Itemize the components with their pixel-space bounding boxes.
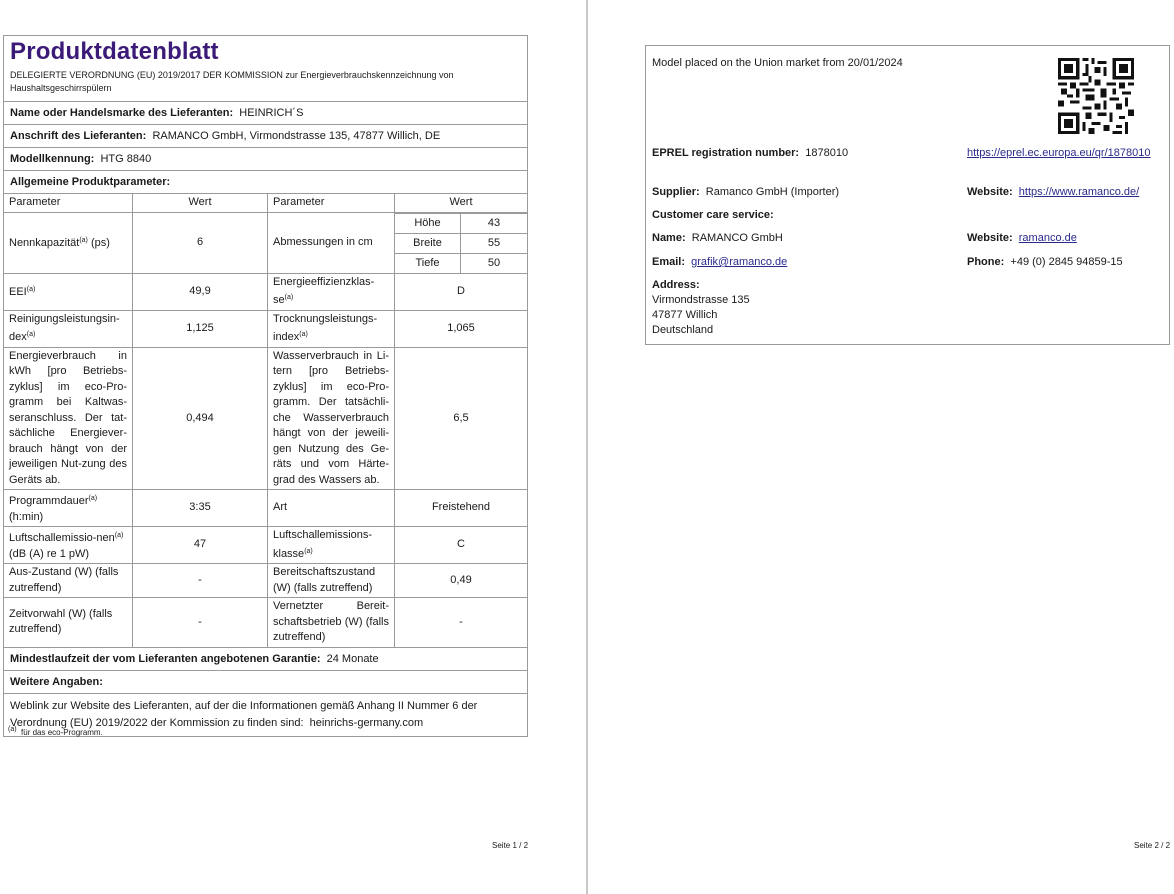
value-cell: - <box>133 564 268 598</box>
cc-website-link[interactable]: ramanco.de <box>1018 232 1077 244</box>
customer-care-label: Customer care service: <box>652 209 774 221</box>
cc-name-row <box>652 231 783 246</box>
model-row <box>4 148 527 171</box>
param-cell: Wasserverbrauch in Li-tern [pro Betriebs-zyklus] im eco-Pro-gramm. Der tatsächli-che Wasserverbrauch hängt von der jeweili-gen Nutzung des Ge-räts und vom Härte-grad des Wassers ab. <box>268 347 395 490</box>
param-cell: Programmdauer$^{(a)}$ (h:min) <box>4 490 133 527</box>
website-label: Website: <box>967 186 1013 198</box>
param-cell: Bereitschaftszustand (W) (falls zutreffend) <box>268 564 395 598</box>
general-params-row <box>4 171 527 193</box>
eprel-info-box <box>645 45 1170 345</box>
cc-address-label: Address: <box>652 279 700 291</box>
parameter-table <box>4 193 527 648</box>
address-line-3: Deutschland <box>652 324 714 336</box>
eprel-value: 1878010 <box>805 147 849 159</box>
customer-care-heading <box>652 208 774 223</box>
value-cell: 49,9 <box>133 273 268 310</box>
table-row <box>4 347 527 490</box>
page-title: Produktdatenblatt <box>10 38 219 65</box>
cc-website-row <box>967 231 1077 246</box>
dim-value: 43 <box>461 213 528 233</box>
general-params-label: Allgemeine Produktparameter: <box>10 176 171 188</box>
param-cell: Luftschallemissio-nen$^{(a)}$ (dB (A) re 1 pW) <box>4 527 133 564</box>
eprel-row <box>652 146 848 161</box>
dimensions-cell <box>395 212 528 273</box>
cc-name-value: RAMANCO GmbH <box>691 232 783 244</box>
eprel-label: EPREL registration number: <box>652 147 800 159</box>
table-header-row <box>4 194 527 213</box>
footnote-text: für das eco-Programm. <box>21 728 103 737</box>
header-parameter-2: Parameter <box>268 194 395 213</box>
regulation-subtitle: DELEGIERTE VERORDNUNG (EU) 2019/2017 DER KOMMISSION zur Energieverbrauchskennzeichnung von Haushaltsgeschirrspülern <box>4 66 527 102</box>
warranty-row <box>4 648 527 671</box>
eprel-link[interactable]: https://eprel.ec.europa.eu/qr/1878010 <box>967 147 1151 159</box>
supplier-address-row <box>4 125 527 148</box>
table-row <box>4 273 527 310</box>
value-cell: 3:35 <box>133 490 268 527</box>
dim-label: Breite <box>395 233 461 253</box>
supplier-value: Ramanco GmbH (Importer) <box>705 186 840 198</box>
param-cell: Vernetzter Bereit-schaftsbetrieb (W) (falls zutreffend) <box>268 598 395 648</box>
cc-phone-row <box>967 255 1123 270</box>
value-cell: C <box>395 527 528 564</box>
model-value: HTG 8840 <box>100 153 152 165</box>
value-cell: 0,494 <box>133 347 268 490</box>
supplier-label: Supplier: <box>652 186 700 198</box>
cc-phone-value: +49 (0) 2845 94859-15 <box>1010 256 1123 268</box>
cc-phone-label: Phone: <box>967 256 1005 268</box>
header-value-1: Wert <box>133 194 268 213</box>
address-line-1: Virmondstrasse 135 <box>652 294 750 306</box>
value-cell: - <box>395 598 528 648</box>
param-cell: Zeitvorwahl (W) (falls zutreffend) <box>4 598 133 648</box>
page-number-2: Seite 2 / 2 <box>1134 841 1171 850</box>
value-cell: D <box>395 273 528 310</box>
table-row <box>4 490 527 527</box>
further-info-row <box>4 671 527 694</box>
value-cell: - <box>133 598 268 648</box>
cc-name-label: Name: <box>652 232 686 244</box>
warranty-label: Mindestlaufzeit der vom Lieferanten angebotenen Garantie: <box>10 652 321 665</box>
footnote-mark: (a) <box>8 726 17 733</box>
dim-value: 50 <box>461 253 528 273</box>
cc-website-label: Website: <box>967 232 1013 244</box>
table-row <box>4 212 527 273</box>
product-data-sheet <box>3 35 528 737</box>
page-number-1: Seite 1 / 2 <box>492 841 529 850</box>
warranty-value: 24 Monate <box>326 652 379 665</box>
param-cell: Energieverbrauch in kWh [pro Betriebs-zyklus] im eco-Pro-gramm bei Kaltwas-seranschluss. Der tat-sächliche Energiever-brauch hängt von der jeweiligen Nut-zung des Geräts ab. <box>4 347 133 490</box>
supplier-website-row <box>967 185 1139 200</box>
dimensions-table <box>395 213 527 273</box>
param-cell: Energieeffizienzklas-$se^{(a)}$ <box>268 273 395 310</box>
value-cell: 1,065 <box>395 310 528 347</box>
supplier-name-row <box>4 102 527 125</box>
param-cell: Art <box>268 490 395 527</box>
qr-code-icon[interactable] <box>1058 58 1134 134</box>
param-cell: Nennkapazität$^{(a)}$ (ps) <box>4 212 133 273</box>
market-date-text: Model placed on the Union market from 20/01/2024 <box>652 57 903 69</box>
param-cell: Reinigungsleistungsin-dex$^{(a)}$ <box>4 310 133 347</box>
param-cell: Trocknungsleistungs-index$^{(a)}$ <box>268 310 395 347</box>
table-row <box>4 564 527 598</box>
model-label: Modellkennung: <box>10 153 95 165</box>
cc-email-row <box>652 255 787 270</box>
weblink-text: Weblink zur Website des Lieferanten, auf der die Informationen gemäß Anhang II Nummer 6 der Verordnung (EU) 2019/2022 der Kommission zu finden sind: <box>10 699 478 729</box>
param-cell: Luftschallemissions-klasse$^{(a)}$ <box>268 527 395 564</box>
value-cell: 47 <box>133 527 268 564</box>
weblink-value[interactable]: heinrichs-germany.com <box>309 716 424 729</box>
page-divider <box>586 0 588 894</box>
cc-address-block <box>652 278 750 338</box>
param-cell: EEI$^{(a)}$ <box>4 273 133 310</box>
value-cell: 6 <box>133 212 268 273</box>
table-row <box>4 527 527 564</box>
value-cell: Freistehend <box>395 490 528 527</box>
dim-label: Tiefe <box>395 253 461 273</box>
footnote <box>8 726 103 737</box>
supplier-address-label: Anschrift des Lieferanten: <box>10 130 147 142</box>
table-row <box>4 310 527 347</box>
value-cell: 6,5 <box>395 347 528 490</box>
value-cell: 0,49 <box>395 564 528 598</box>
dim-value: 55 <box>461 233 528 253</box>
address-line-2: 47877 Willich <box>652 309 718 321</box>
supplier-address-value: RAMANCO GmbH, Virmondstrasse 135, 47877 Willich, DE <box>152 130 441 142</box>
header-parameter-1: Parameter <box>4 194 133 213</box>
further-info-label: Weitere Angaben: <box>10 675 103 688</box>
supplier-name-value: HEINRICH´S <box>239 107 304 119</box>
param-cell: Aus-Zustand (W) (falls zutreffend) <box>4 564 133 598</box>
cc-email-link[interactable]: grafik@ramanco.de <box>691 256 788 268</box>
value-cell: 1,125 <box>133 310 268 347</box>
dim-label: Höhe <box>395 213 461 233</box>
supplier-name-label: Name oder Handelsmarke des Lieferanten: <box>10 107 234 119</box>
website-link[interactable]: https://www.ramanco.de/ <box>1018 186 1140 198</box>
supplier-row <box>652 185 839 200</box>
param-cell: Abmessungen in cm <box>268 212 395 273</box>
cc-email-label: Email: <box>652 256 686 268</box>
header-value-2: Wert <box>395 194 528 213</box>
table-row <box>4 598 527 648</box>
